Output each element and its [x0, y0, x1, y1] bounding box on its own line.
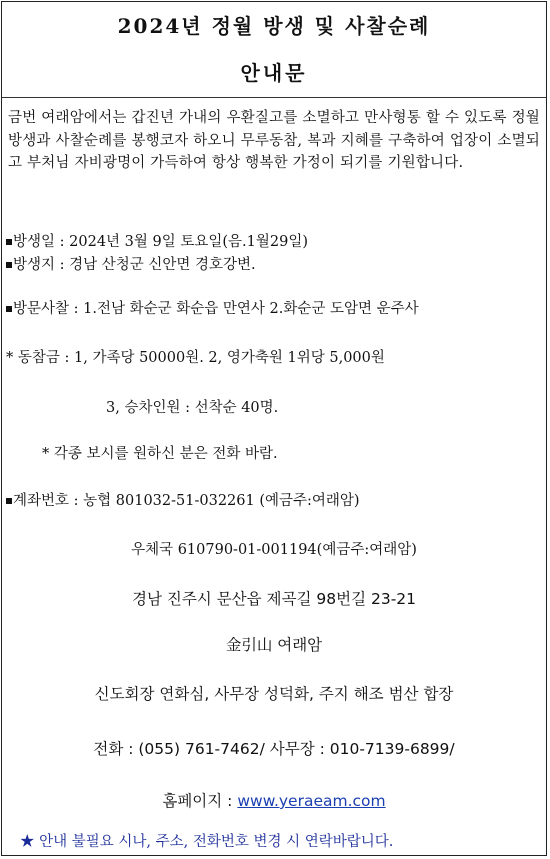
document-title: 2024년 정월 방생 및 사찰순례	[117, 14, 431, 38]
square-bullet-icon	[6, 306, 12, 312]
temples-row: 방문사찰 : 1.전남 화순군 화순읍 만연사 2.화순군 도암면 운주사	[6, 297, 419, 318]
footer-notice-row	[20, 830, 393, 851]
intro-paragraph: 금번 여래암에서는 갑진년 가내의 우환질고를 소멸하고 만사형통 할 수 있도록 정월방생과 사찰순례를 봉행코자 하오니 무루동참, 복과 지혜를 구축하여 업장이 소멸되고 부처님 자비광명이 가득하여 항상 행복한 가정이 되기를 기원합니다.	[8, 110, 540, 171]
fee-label: * 동참금	[6, 350, 60, 366]
footer-notice: 안내 불필요 시나, 주소, 전화번호 변경 시 연락바랍니다.	[39, 834, 394, 850]
fee-value-1: 1, 가족당 50000원. 2, 영가축원 1위당 5,000원	[74, 350, 385, 366]
date-label: 방생일	[13, 234, 56, 250]
homepage-link[interactable]: www.yeraeam.com	[237, 792, 386, 810]
fee-value-2: 3, 승차인원 : 선착순 40명.	[106, 400, 279, 416]
homepage-line	[2, 789, 546, 811]
notice-document	[1, 1, 547, 856]
place-label: 방생지	[13, 257, 56, 273]
place-row: 방생지 : 경남 산청군 신안면 경호강변.	[6, 253, 256, 274]
temple-name: 金引山 여래암	[225, 636, 323, 654]
date-row: 방생일 : 2024년 3월 9일 토요일(음.1월29일)	[6, 230, 308, 251]
square-bullet-icon	[6, 498, 12, 504]
fee-row: * 동참금 : 1, 가족당 50000원. 2, 영가축원 1위당 5,000원	[6, 350, 385, 366]
account-label: 계좌번호	[13, 493, 70, 509]
star-icon: ★	[20, 834, 35, 850]
donation-note: * 각종 보시를 원하신 분은 전화 바람.	[42, 446, 278, 462]
date-value: 2024년 3월 9일 토요일(음.1월29일)	[69, 234, 308, 250]
title-divider	[2, 97, 546, 98]
temples-label: 방문사찰	[13, 301, 70, 317]
account-value-1: 농협 801032-51-032261 (예금주:여래암)	[83, 493, 360, 509]
square-bullet-icon	[6, 239, 12, 245]
temples-value: 1.전남 화순군 화순읍 만연사 2.화순군 도암면 운주사	[83, 301, 419, 317]
homepage-label: 홈페이지 :	[162, 792, 233, 810]
account-row: 계좌번호 : 농협 801032-51-032261 (예금주:여래암)	[6, 489, 360, 510]
square-bullet-icon	[6, 262, 12, 268]
officers-line: 신도회장 연화심, 사무장 성덕화, 주지 해조 범산 합장	[94, 685, 454, 703]
temple-address: 경남 진주시 문산읍 제곡길 98번길 23-21	[131, 590, 417, 608]
place-value: 경남 산청군 신안면 경호강변.	[69, 257, 256, 273]
phone-line: 전화 : (055) 761-7462/ 사무장 : 010-7139-6899/	[93, 740, 455, 758]
account-value-2: 우체국 610790-01-001194(예금주:여래암)	[131, 542, 417, 558]
document-subtitle: 안내문	[240, 61, 308, 85]
